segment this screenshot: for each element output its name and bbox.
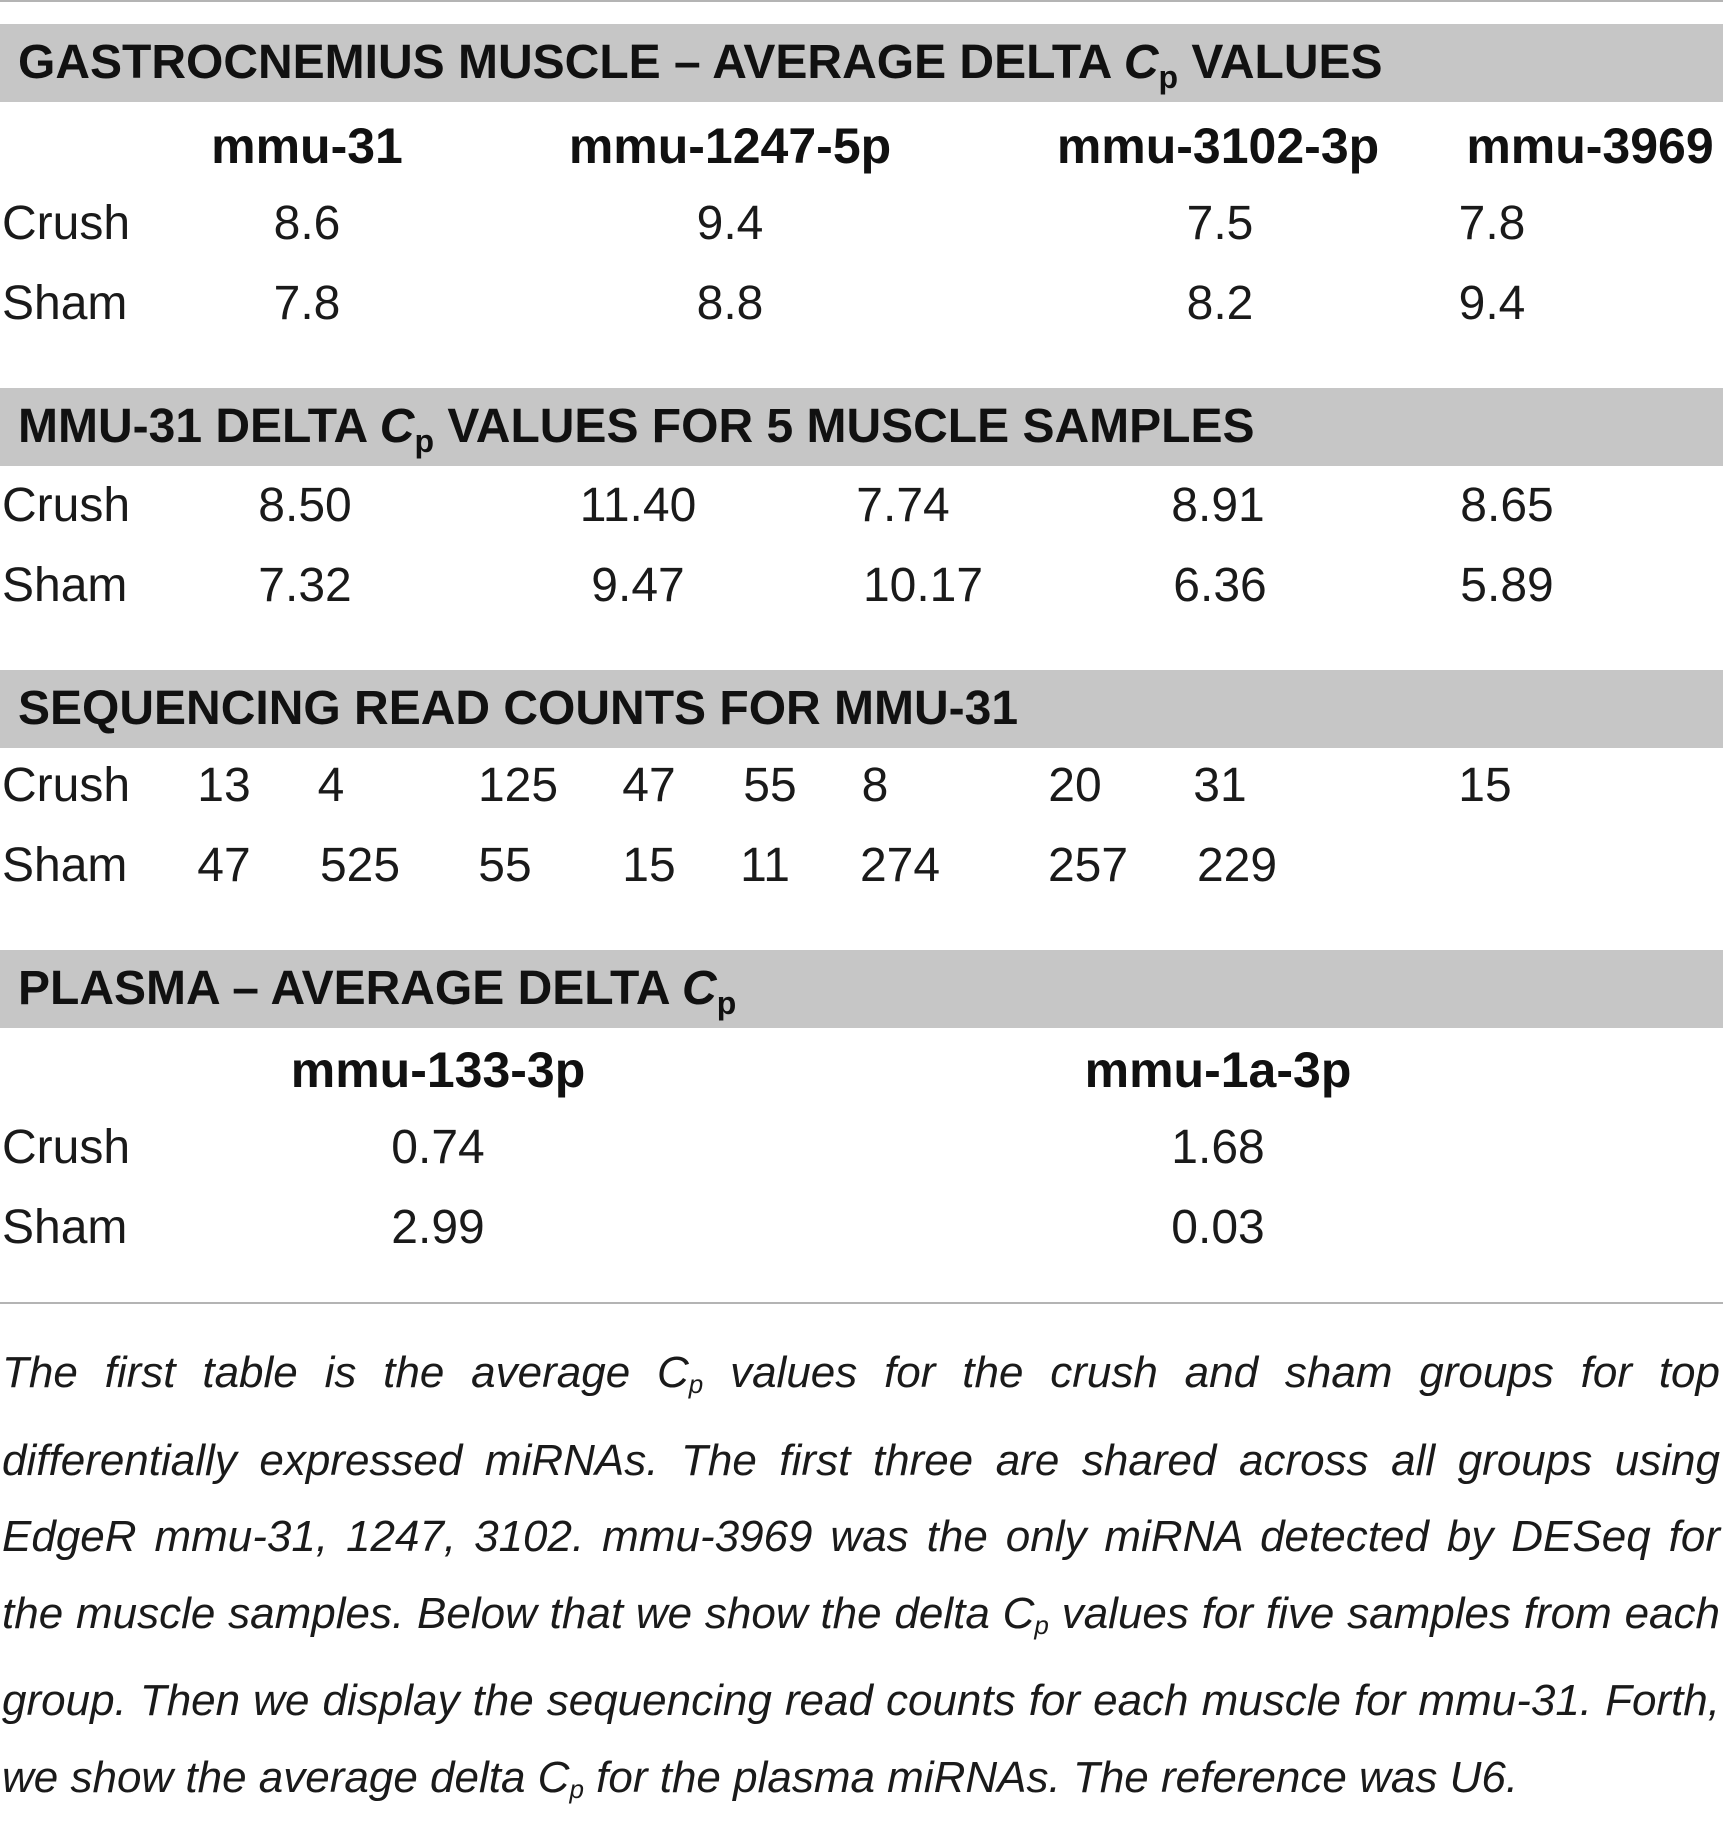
section-3-title [0,670,1723,748]
s3-sham-count-8: 229 [1196,839,1278,892]
s4-row-label-sham: Sham [2,1201,128,1254]
s1-row-label-sham: Sham [2,277,128,330]
s3-crush-count-6: 8 [861,759,889,812]
s1-col-header-3: mmu-3102-3p [1056,118,1380,174]
s1-col-header-1: mmu-31 [211,118,403,174]
section-3-title-text: SEQUENCING READ COUNTS FOR MMU-31 [18,682,1019,735]
section-4-title-c: C [682,962,717,1015]
top-rule [0,0,1723,2]
s1-crush-value-4: 7.8 [1458,197,1526,250]
s4-col-header-2: mmu-1a-3p [1084,1042,1352,1098]
s3-crush-count-1: 13 [197,759,251,812]
section-1-title-sub: p [1158,59,1179,95]
caption-part-1: The first table is the average [2,1348,657,1397]
s3-crush-count-5: 55 [743,759,797,812]
s1-sham-value-4: 9.4 [1458,277,1526,330]
s2-crush-sample-1: 8.50 [258,479,352,532]
section-2-title-sub: p [414,423,434,459]
s3-crush-count-7: 20 [1048,759,1102,812]
caption-part-2: values for the crush and sham groups for top differentially expressed miRNAs. The first three are shared across all groups using EdgeR mmu-31, 1247, 3102. mmu-3969 was the only miRNA detected by DESeq for the muscle samples. Below that we show the delta [2,1348,1721,1638]
section-1-title-c: C [1123,36,1159,89]
s2-crush-sample-2: 11.40 [579,479,697,532]
caption-cp-2: $C_p$ [1002,1588,1049,1640]
s4-col-header-1: mmu-133-3p [290,1042,586,1098]
s3-sham-count-3: 55 [478,839,532,892]
s1-crush-value-3: 7.5 [1186,197,1254,250]
s3-crush-count-4: 47 [622,759,676,812]
caption-part-3: values for five samples from each group. Then we display the sequencing read counts for each muscle for mmu-31. Forth, we show the average delta [2,1588,1720,1802]
section-4-title [0,950,1723,1028]
s3-crush-count-2: 4 [317,759,345,812]
s3-sham-count-2: 525 [319,839,401,892]
s3-crush-count-9: 15 [1458,759,1512,812]
s3-crush-count-8: 31 [1193,759,1247,812]
s4-sham-value-1: 2.99 [391,1201,485,1254]
s3-row-label-crush: Crush [2,759,131,812]
caption-rule [0,1302,1723,1304]
s1-sham-value-3: 8.2 [1186,277,1254,330]
s3-sham-count-1: 47 [197,839,251,892]
section-1-title [0,24,1723,102]
s3-sham-count-4: 15 [622,839,676,892]
s1-sham-value-1: 7.8 [273,277,341,330]
section-2-title-pre: MMU-31 DELTA [18,400,380,453]
section-1-title-pre: GASTROCNEMIUS MUSCLE – AVERAGE DELTA [18,36,1124,89]
s2-sham-sample-4: 6.36 [1173,559,1267,612]
s3-sham-count-5: 11 [740,839,790,892]
s3-sham-count-7: 257 [1047,839,1129,892]
s4-sham-value-2: 0.03 [1171,1201,1265,1254]
section-2-title [0,388,1723,466]
s1-sham-value-2: 8.8 [696,277,764,330]
s1-crush-value-2: 9.4 [696,197,764,250]
section-2-title-post: VALUES FOR 5 MUSCLE SAMPLES [433,400,1255,453]
section-1-title-post: VALUES [1178,36,1383,89]
s2-sham-sample-5: 5.89 [1460,559,1554,612]
s2-sham-sample-2: 9.47 [591,559,685,612]
table-caption [2,1335,1720,1827]
section-2-title-c: C [379,400,415,453]
s4-crush-value-1: 0.74 [391,1121,485,1174]
s2-crush-sample-4: 8.91 [1171,479,1265,532]
section-4-title-sub: p [716,985,737,1021]
s1-col-header-2: mmu-1247-5p [568,118,892,174]
s2-crush-sample-3: 7.74 [856,479,950,532]
section-4-title-pre: PLASMA – AVERAGE DELTA [18,962,683,1015]
s3-row-label-sham: Sham [2,839,128,892]
s2-sham-sample-3: 10.17 [862,559,984,612]
caption-part-4: for the plasma miRNAs. The reference was U6. [583,1752,1519,1802]
s2-row-label-crush: Crush [2,479,131,532]
s4-row-label-crush: Crush [2,1121,131,1174]
caption-cp-3: $C_p$ [537,1752,584,1804]
s1-crush-value-1: 8.6 [273,197,341,250]
s1-col-header-4: mmu-3969 [1466,118,1714,174]
s2-crush-sample-5: 8.65 [1460,479,1554,532]
s3-crush-count-3: 125 [477,759,559,812]
caption-cp-1: $C_p$ [657,1348,704,1399]
s2-row-label-sham: Sham [2,559,128,612]
s2-sham-sample-1: 7.32 [258,559,352,612]
s3-sham-count-6: 274 [859,839,941,892]
s1-row-label-crush: Crush [2,197,131,250]
s4-crush-value-2: 1.68 [1171,1121,1265,1174]
